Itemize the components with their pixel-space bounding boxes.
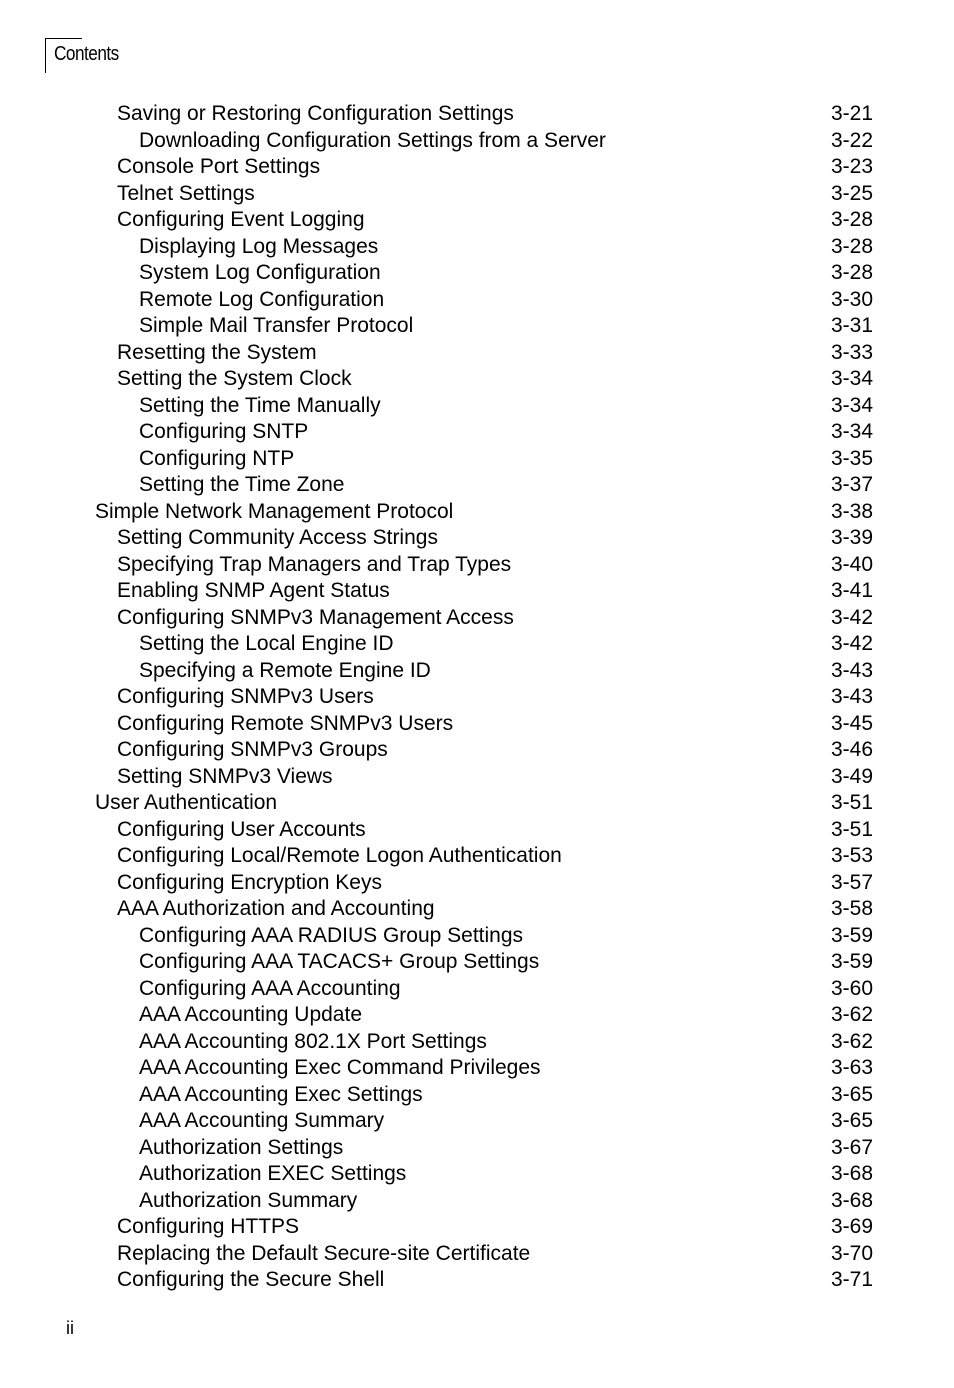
toc-entry-title[interactable]: Configuring User Accounts bbox=[117, 817, 366, 841]
toc-entry[interactable] bbox=[0, 207, 954, 234]
toc-entry[interactable] bbox=[0, 658, 954, 685]
toc-entry-page[interactable]: 3-51 bbox=[831, 817, 874, 841]
toc-entry[interactable] bbox=[0, 870, 954, 897]
running-header: Contents bbox=[54, 43, 119, 65]
toc-entry-page[interactable]: 3-28 bbox=[831, 234, 874, 258]
toc-entry-page[interactable]: 3-57 bbox=[831, 870, 874, 894]
toc-entry-title[interactable]: Configuring SNTP bbox=[139, 420, 309, 443]
toc-entry-page[interactable]: 3-70 bbox=[831, 1241, 874, 1265]
toc-entry-title[interactable]: Configuring SNMPv3 Users bbox=[117, 685, 374, 708]
toc-entry-title[interactable]: Saving or Restoring Configuration Settings bbox=[117, 102, 514, 125]
toc-entry-page[interactable]: 3-28 bbox=[831, 261, 874, 284]
toc-entry[interactable] bbox=[0, 949, 954, 976]
toc-entry[interactable] bbox=[0, 499, 954, 526]
toc-entry-page[interactable]: 3-71 bbox=[831, 1268, 874, 1291]
toc-entry-title[interactable]: AAA Accounting Update bbox=[139, 1003, 362, 1026]
toc-entry-page[interactable]: 3-68 bbox=[831, 1162, 874, 1185]
toc-entry[interactable] bbox=[0, 234, 954, 261]
toc-entry-page[interactable]: 3-43 bbox=[831, 658, 874, 682]
toc-entry-title[interactable]: AAA Accounting Exec Settings bbox=[139, 1082, 423, 1106]
toc-entry-title[interactable]: AAA Accounting Exec Command Privileges bbox=[139, 1056, 541, 1079]
toc-entry-page[interactable]: 3-42 bbox=[831, 632, 874, 655]
toc-entry[interactable] bbox=[0, 1241, 954, 1268]
toc-entry[interactable] bbox=[0, 631, 954, 658]
table-of-contents bbox=[0, 101, 954, 1294]
toc-entry-title[interactable]: Configuring AAA RADIUS Group Settings bbox=[139, 923, 524, 947]
toc-entry[interactable] bbox=[0, 578, 954, 605]
toc-entry[interactable] bbox=[0, 1082, 954, 1109]
toc-entry-page[interactable]: 3-38 bbox=[831, 499, 874, 523]
toc-entry[interactable] bbox=[0, 393, 954, 420]
toc-entry-title[interactable]: Configuring SNMPv3 Groups bbox=[117, 738, 388, 761]
toc-entry-page[interactable]: 3-59 bbox=[831, 923, 874, 947]
toc-entry-page[interactable]: 3-43 bbox=[831, 685, 874, 708]
toc-entry[interactable] bbox=[0, 340, 954, 367]
toc-entry-title[interactable]: AAA Accounting 802.1X Port Settings bbox=[139, 1029, 487, 1053]
toc-entry-page[interactable]: 3-42 bbox=[831, 605, 874, 629]
toc-entry-title[interactable]: AAA Authorization and Accounting bbox=[117, 897, 435, 920]
toc-entry-title[interactable]: Displaying Log Messages bbox=[139, 234, 379, 258]
toc-entry-title[interactable]: Specifying a Remote Engine ID bbox=[139, 658, 431, 682]
toc-entry-page[interactable]: 3-59 bbox=[831, 950, 874, 973]
toc-entry[interactable] bbox=[0, 472, 954, 499]
toc-entry-title[interactable]: Configuring Encryption Keys bbox=[117, 870, 382, 894]
toc-entry-page[interactable]: 3-40 bbox=[831, 552, 874, 576]
toc-entry-page[interactable]: 3-67 bbox=[831, 1135, 874, 1159]
toc-entry[interactable] bbox=[0, 101, 954, 128]
toc-entry-page[interactable]: 3-25 bbox=[831, 181, 874, 205]
toc-entry-title[interactable]: Authorization Settings bbox=[139, 1135, 344, 1159]
toc-entry-title[interactable]: Replacing the Default Secure-site Certificate bbox=[117, 1241, 531, 1265]
toc-entry-page[interactable]: 3-41 bbox=[831, 579, 874, 602]
toc-entry-page[interactable]: 3-51 bbox=[831, 791, 874, 814]
toc-entry[interactable] bbox=[0, 313, 954, 340]
toc-entry-page[interactable]: 3-30 bbox=[831, 287, 874, 311]
toc-entry-title[interactable]: Configuring Local/Remote Logon Authentication bbox=[117, 844, 562, 867]
toc-entry-title[interactable]: Configuring the Secure Shell bbox=[117, 1268, 385, 1291]
toc-entry-title[interactable]: Configuring AAA Accounting bbox=[139, 976, 401, 1000]
toc-entry[interactable] bbox=[0, 896, 954, 923]
toc-entry[interactable] bbox=[0, 684, 954, 711]
toc-entry[interactable] bbox=[0, 764, 954, 791]
toc-entry-title[interactable]: Setting the Local Engine ID bbox=[139, 632, 394, 655]
toc-entry[interactable] bbox=[0, 923, 954, 950]
toc-entry[interactable] bbox=[0, 1214, 954, 1241]
toc-entry[interactable] bbox=[0, 711, 954, 738]
toc-entry-page[interactable]: 3-62 bbox=[831, 1029, 874, 1053]
toc-entry[interactable] bbox=[0, 1135, 954, 1162]
toc-entry[interactable] bbox=[0, 181, 954, 208]
toc-entry[interactable] bbox=[0, 525, 954, 552]
toc-entry[interactable] bbox=[0, 1188, 954, 1215]
toc-entry[interactable] bbox=[0, 446, 954, 473]
toc-entry-title[interactable]: Setting SNMPv3 Views bbox=[117, 764, 333, 788]
toc-entry[interactable] bbox=[0, 1055, 954, 1082]
toc-entry-page[interactable]: 3-58 bbox=[831, 897, 874, 920]
toc-entry[interactable] bbox=[0, 605, 954, 632]
toc-entry-page[interactable]: 3-65 bbox=[831, 1082, 874, 1106]
toc-entry-page[interactable]: 3-22 bbox=[831, 128, 874, 152]
toc-entry[interactable] bbox=[0, 1108, 954, 1135]
toc-entry-page[interactable]: 3-23 bbox=[831, 155, 874, 178]
toc-entry[interactable] bbox=[0, 287, 954, 314]
toc-entry[interactable] bbox=[0, 260, 954, 287]
toc-entry[interactable] bbox=[0, 1267, 954, 1294]
toc-entry-title[interactable]: System Log Configuration bbox=[139, 261, 381, 284]
toc-entry-title[interactable]: Simple Network Management Protocol bbox=[95, 499, 454, 523]
toc-entry-title[interactable]: Authorization Summary bbox=[139, 1188, 358, 1212]
toc-entry-title[interactable]: Remote Log Configuration bbox=[139, 287, 385, 311]
toc-entry[interactable] bbox=[0, 1029, 954, 1056]
toc-entry-title[interactable]: Downloading Configuration Settings from a Server bbox=[139, 128, 606, 152]
toc-entry[interactable] bbox=[0, 737, 954, 764]
toc-entry[interactable] bbox=[0, 366, 954, 393]
toc-entry[interactable] bbox=[0, 1002, 954, 1029]
toc-entry-title[interactable]: Configuring AAA TACACS+ Group Settings bbox=[139, 950, 540, 973]
toc-entry-title[interactable]: Console Port Settings bbox=[117, 155, 321, 178]
toc-entry[interactable] bbox=[0, 1161, 954, 1188]
page-number: ii bbox=[66, 1318, 74, 1338]
toc-entry-page[interactable]: 3-39 bbox=[831, 526, 874, 549]
toc-entry-title[interactable]: User Authentication bbox=[95, 791, 278, 814]
toc-entry-page[interactable]: 3-69 bbox=[831, 1215, 874, 1238]
toc-entry-title[interactable]: Setting the Time Manually bbox=[139, 393, 381, 417]
toc-entry-title[interactable]: Configuring NTP bbox=[139, 446, 295, 470]
toc-entry[interactable] bbox=[0, 843, 954, 870]
toc-entry[interactable] bbox=[0, 419, 954, 446]
toc-entry-title[interactable]: Setting the System Clock bbox=[117, 367, 352, 390]
toc-entry-page[interactable]: 3-68 bbox=[831, 1188, 874, 1212]
toc-entry-title[interactable]: Configuring Remote SNMPv3 Users bbox=[117, 711, 454, 735]
toc-entry[interactable] bbox=[0, 128, 954, 155]
toc-entry-title[interactable]: Configuring HTTPS bbox=[117, 1215, 300, 1238]
toc-entry-page[interactable]: 3-53 bbox=[831, 844, 874, 867]
toc-entry-page[interactable]: 3-65 bbox=[831, 1109, 874, 1132]
toc-entry-title[interactable]: Enabling SNMP Agent Status bbox=[117, 579, 390, 602]
toc-entry-page[interactable]: 3-34 bbox=[831, 393, 874, 417]
toc-entry-page[interactable]: 3-63 bbox=[831, 1056, 874, 1079]
toc-entry-title[interactable]: Configuring Event Logging bbox=[117, 208, 365, 231]
toc-entry-title[interactable]: Configuring SNMPv3 Management Access bbox=[117, 605, 514, 629]
toc-entry-title[interactable]: Setting Community Access Strings bbox=[117, 526, 438, 549]
toc-entry-page[interactable]: 3-34 bbox=[831, 420, 874, 443]
toc-entry-page[interactable]: 3-46 bbox=[831, 738, 874, 761]
toc-entry-page[interactable]: 3-33 bbox=[831, 340, 874, 364]
toc-entry-page[interactable]: 3-31 bbox=[831, 314, 874, 337]
toc-entry-page[interactable]: 3-62 bbox=[831, 1003, 874, 1026]
toc-entry[interactable] bbox=[0, 817, 954, 844]
toc-entry-title[interactable]: Simple Mail Transfer Protocol bbox=[139, 314, 414, 337]
toc-entry-page[interactable]: 3-37 bbox=[831, 473, 874, 496]
toc-entry-page[interactable]: 3-49 bbox=[831, 764, 874, 788]
toc-entry-title[interactable]: Resetting the System bbox=[117, 340, 317, 364]
toc-entry[interactable] bbox=[0, 790, 954, 817]
toc-entry-title[interactable]: Telnet Settings bbox=[117, 181, 255, 205]
toc-entry-page[interactable]: 3-28 bbox=[831, 208, 874, 231]
toc-entry-title[interactable]: AAA Accounting Summary bbox=[139, 1109, 385, 1132]
toc-entry-title[interactable]: Specifying Trap Managers and Trap Types bbox=[117, 552, 512, 576]
toc-entry-page[interactable]: 3-21 bbox=[831, 102, 874, 125]
toc-entry-title[interactable]: Authorization EXEC Settings bbox=[139, 1162, 407, 1185]
toc-entry[interactable] bbox=[0, 154, 954, 181]
toc-entry-page[interactable]: 3-60 bbox=[831, 976, 874, 1000]
toc-entry-title[interactable]: Setting the Time Zone bbox=[139, 473, 345, 496]
toc-entry[interactable] bbox=[0, 976, 954, 1003]
toc-entry[interactable] bbox=[0, 552, 954, 579]
toc-entry-page[interactable]: 3-34 bbox=[831, 367, 874, 390]
toc-entry-page[interactable]: 3-45 bbox=[831, 711, 874, 735]
toc-entry-page[interactable]: 3-35 bbox=[831, 446, 874, 470]
